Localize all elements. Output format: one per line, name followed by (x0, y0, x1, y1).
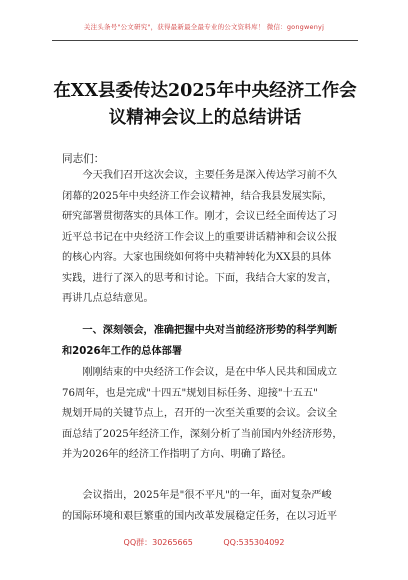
footer-qq-group: QQ群：30265665 (123, 538, 193, 547)
salutation: 同志们： (62, 153, 105, 165)
section-heading (62, 320, 354, 362)
paragraph-line: 规划开局的关键节点上，召开的一次至关重要的会议。会议全 (62, 408, 338, 419)
title-line-2: 议精神会议上的总结讲话 (108, 108, 302, 128)
document-title (50, 78, 360, 132)
paragraph-line: 并为2026年的经济工作指明了方向、明确了路径。 (62, 449, 292, 460)
footer-contact (0, 537, 408, 548)
paragraph-meeting-points (62, 486, 352, 527)
title-line-1: 在XX县委传达2025年中央经济工作会 (53, 81, 357, 101)
paragraph-line: 研究部署贯彻落实的具体工作。刚才，会议已经全面传达了习 (62, 211, 338, 222)
paragraph-line: 76周年，也是完成"十四五"规划目标任务、迎接"十五五" (62, 387, 318, 399)
heading-line: 和2026年工作的总体部署 (62, 346, 183, 357)
paragraph-line: 会议指出，2025年是"很不平凡"的一年，面对复杂严峻 (82, 490, 332, 501)
paragraph-line: 今天我们召开这次会议，主要任务是深入传达学习前不久 (82, 170, 338, 181)
paragraph-line: 的国际环境和艰巨繁重的国内改革发展稳定任务，在以习近平 (62, 510, 338, 522)
footer-qq: QQ:535304092 (223, 538, 285, 547)
paragraph-line: 面总结了2025年经济工作，深刻分析了当前国内外经济形势， (62, 428, 343, 440)
header-note: 关注头条号"公文研究"，获得最新最全最专业的公文资料库！ 微信：gongwenyj (83, 23, 325, 31)
paragraph-line: 闭幕的2025年中央经济工作会议精神，结合我县发展实际， (62, 190, 333, 202)
header-divider (52, 40, 358, 41)
paragraph-line: 的核心内容。大家也围绕如何将中央精神转化为XX县的具体 (62, 252, 332, 263)
paragraph-intro (62, 166, 352, 310)
heading-line: 一、深刻领会，准确把握中央对当前经济形势的科学判断 (82, 325, 338, 336)
paragraph-context (62, 363, 352, 466)
paragraph-line: 再讲几点总结意见。 (62, 293, 154, 304)
paragraph-line: 近平总书记在中央经济工作会议上的重要讲话精神和会议公报 (62, 231, 338, 243)
paragraph-line: 实践，进行了深入的思考和讨论。下面，我结合大家的发言， (62, 272, 338, 284)
paragraph-line: 刚刚结束的中央经济工作会议，是在中华人民共和国成立 (82, 367, 338, 378)
